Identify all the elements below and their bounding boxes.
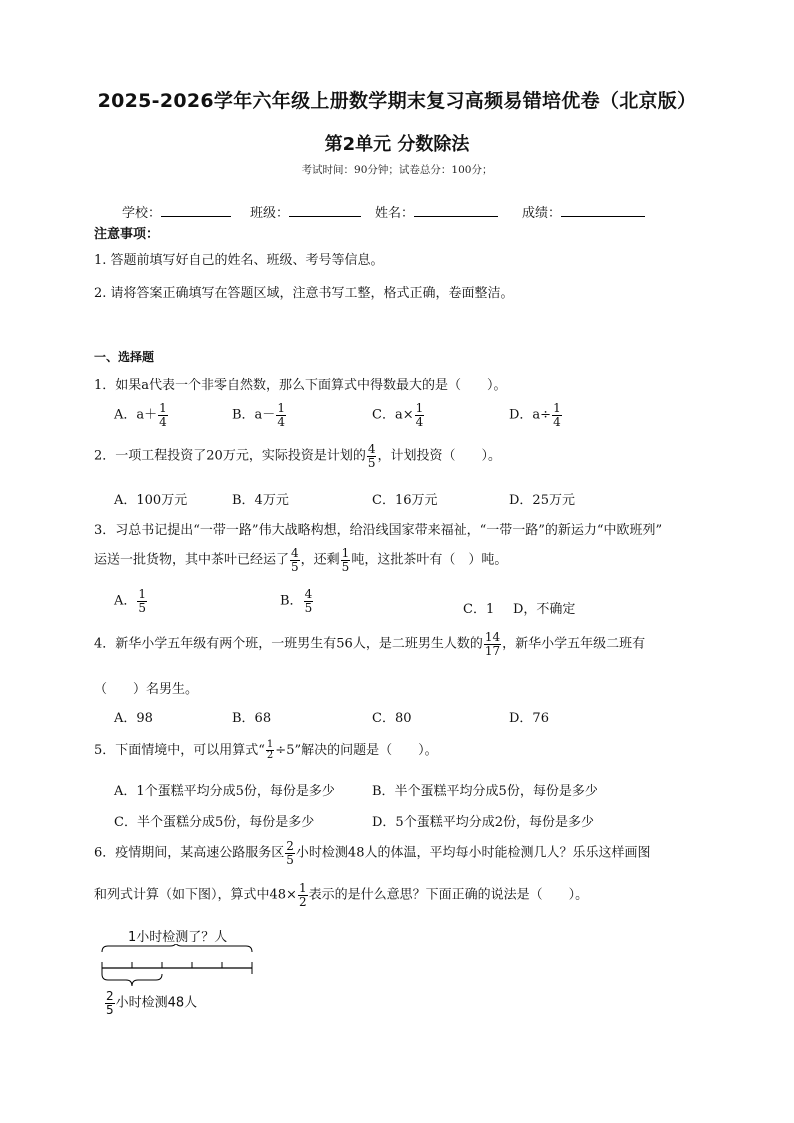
stem-text: 6．疫情期间，某高速公路服务区 bbox=[94, 845, 285, 861]
numerator: 2 bbox=[286, 839, 294, 853]
stem-text: 运送一批货物，其中茶叶已经运了 bbox=[94, 552, 290, 568]
fraction bbox=[105, 990, 115, 1016]
q1-option-a[interactable] bbox=[114, 402, 169, 428]
question-5-stem bbox=[94, 739, 438, 762]
stem-text: 4．新华小学五年级有两个班，一班男生有56人，是二班男生人数的 bbox=[94, 636, 483, 652]
score-blank[interactable] bbox=[561, 204, 645, 217]
fraction bbox=[552, 402, 562, 428]
stem-text: 2．一项工程投资了20万元，实际投资是计划的 bbox=[94, 448, 366, 464]
stem-text: 5．下面情境中，可以用算式“ bbox=[94, 743, 265, 758]
fraction bbox=[298, 882, 308, 908]
question-6-stem-line2 bbox=[94, 882, 588, 908]
diagram-label-text: 小时检测48人 bbox=[115, 995, 198, 1011]
denominator: 5 bbox=[341, 559, 350, 574]
option-text: D．a÷ bbox=[509, 407, 552, 423]
denominator: 4 bbox=[415, 414, 424, 429]
numerator: 1 bbox=[277, 401, 285, 415]
denominator: 4 bbox=[553, 414, 561, 429]
denominator: 4 bbox=[277, 414, 285, 429]
stem-text: ，还剩 bbox=[300, 552, 340, 568]
numerator: 4 bbox=[291, 546, 299, 560]
segment-diagram bbox=[96, 944, 258, 994]
fraction bbox=[266, 740, 274, 762]
school-label: 学校： bbox=[122, 206, 162, 221]
stem-text: 和列式计算（如下图），算式中48× bbox=[94, 887, 297, 903]
q5-option-c[interactable]: C．半个蛋糕分成5份，每份是多少 bbox=[114, 815, 315, 830]
numerator: 1 bbox=[298, 881, 307, 895]
name-blank[interactable] bbox=[414, 204, 498, 217]
denominator: 5 bbox=[286, 852, 294, 867]
q3-option-a[interactable] bbox=[114, 588, 148, 614]
score-field[interactable] bbox=[522, 202, 645, 221]
denominator: 5 bbox=[304, 600, 313, 615]
option-text: C．a× bbox=[372, 407, 414, 423]
fraction bbox=[415, 402, 425, 428]
class-label: 班级： bbox=[250, 206, 290, 221]
notes-heading: 注意事项： bbox=[94, 227, 160, 242]
question-2-stem bbox=[94, 443, 501, 469]
denominator: 4 bbox=[159, 414, 167, 429]
exam-info: 考试时间：90分钟；试卷总分：100分； bbox=[301, 164, 493, 176]
q2-option-a[interactable]: A．100万元 bbox=[114, 493, 188, 508]
question-3-stem-line1: 3．习总书记提出“一带一路”伟大战略构想，给沿线国家带来福祉，“一带一路”的新运力“中欧班列” bbox=[94, 523, 663, 538]
q1-option-b[interactable] bbox=[232, 402, 287, 428]
name-field[interactable] bbox=[375, 202, 498, 221]
option-text: B． bbox=[280, 593, 303, 609]
q1-option-d[interactable] bbox=[509, 402, 563, 428]
denominator: 2 bbox=[298, 894, 307, 909]
q2-option-d[interactable]: D．25万元 bbox=[509, 493, 575, 508]
denominator: 5 bbox=[106, 1002, 114, 1017]
school-blank[interactable] bbox=[161, 204, 231, 217]
q3-option-d[interactable]: D，不确定 bbox=[513, 602, 576, 617]
denominator: 17 bbox=[484, 643, 501, 658]
top-brace bbox=[102, 944, 252, 952]
q5-option-a[interactable]: A．1个蛋糕平均分成5份，每份是多少 bbox=[114, 784, 335, 799]
question-4-stem-line2: （ ）名男生。 bbox=[94, 682, 199, 697]
question-3-stem-line2 bbox=[94, 547, 507, 573]
denominator: 2 bbox=[266, 750, 274, 761]
denominator: 5 bbox=[367, 455, 376, 470]
stem-text: ，计划投资（ ）。 bbox=[377, 448, 501, 464]
question-6-stem-line1 bbox=[94, 840, 650, 866]
numerator: 2 bbox=[106, 989, 114, 1003]
score-label: 成绩： bbox=[522, 206, 562, 221]
fraction bbox=[484, 631, 501, 657]
q4-option-a[interactable]: A．98 bbox=[114, 711, 153, 726]
fraction bbox=[367, 443, 377, 469]
stem-text: 吨，这批茶叶有（ ）吨。 bbox=[351, 552, 508, 568]
fraction bbox=[158, 402, 168, 428]
stem-text: 表示的是什么意思？下面正确的说法是（ ）。 bbox=[308, 887, 589, 903]
fraction bbox=[276, 402, 286, 428]
q4-option-c[interactable]: C．80 bbox=[372, 711, 412, 726]
stem-text: ，新华小学五年级二班有 bbox=[502, 636, 646, 652]
fraction bbox=[285, 840, 295, 866]
numerator: 14 bbox=[484, 630, 501, 644]
diagram-top-label: 1小时检测了？人 bbox=[128, 930, 228, 945]
bottom-brace bbox=[102, 974, 162, 986]
note-item: 1. 答题前填写好自己的姓名、班级、考号等信息。 bbox=[94, 253, 384, 268]
question-4-stem-line1 bbox=[94, 631, 645, 657]
q2-option-c[interactable]: C．16万元 bbox=[372, 493, 438, 508]
stem-text: ÷5”解决的问题是（ ）。 bbox=[275, 743, 438, 758]
numerator: 1 bbox=[159, 401, 167, 415]
numerator: 1 bbox=[341, 546, 350, 560]
numerator: 1 bbox=[138, 587, 147, 601]
numerator: 1 bbox=[266, 738, 274, 750]
option-text: A．a＋ bbox=[114, 407, 158, 423]
section-heading: 一、选择题 bbox=[94, 350, 155, 364]
q3-option-c[interactable]: C．1 bbox=[463, 602, 495, 617]
option-text: B．a－ bbox=[232, 407, 276, 423]
q1-option-c[interactable] bbox=[372, 402, 425, 428]
fraction bbox=[137, 588, 147, 614]
denominator: 5 bbox=[138, 600, 147, 615]
unit-title: 第2单元 分数除法 bbox=[324, 134, 470, 155]
note-item: 2. 请将答案正确填写在答题区域，注意书写工整，格式正确，卷面整洁。 bbox=[94, 286, 514, 301]
q5-option-d[interactable]: D．5个蛋糕平均分成2份，每份是多少 bbox=[372, 815, 594, 830]
fraction bbox=[341, 547, 351, 573]
class-field[interactable] bbox=[250, 202, 361, 221]
page-title: 2025-2026学年六年级上册数学期末复习高频易错培优卷（北京版） bbox=[97, 90, 697, 112]
denominator: 5 bbox=[291, 559, 299, 574]
fraction bbox=[290, 547, 300, 573]
option-text: A． bbox=[114, 593, 137, 609]
q4-option-b[interactable]: B．68 bbox=[232, 711, 272, 726]
diagram-bottom-label bbox=[104, 990, 197, 1016]
fraction bbox=[304, 588, 314, 614]
q3-option-b[interactable] bbox=[280, 588, 314, 614]
class-blank[interactable] bbox=[289, 204, 361, 217]
numerator: 1 bbox=[553, 401, 561, 415]
numerator: 4 bbox=[304, 587, 313, 601]
stem-text: 小时检测48人的体温，平均每小时能检测几人？乐乐这样画图 bbox=[295, 845, 651, 861]
q4-option-d[interactable]: D．76 bbox=[509, 711, 549, 726]
numerator: 4 bbox=[367, 442, 376, 456]
q2-option-b[interactable]: B．4万元 bbox=[232, 493, 289, 508]
numerator: 1 bbox=[415, 401, 424, 415]
name-label: 姓名： bbox=[375, 206, 415, 221]
q5-option-b[interactable]: B．半个蛋糕平均分成5份，每份是多少 bbox=[372, 784, 598, 799]
school-field[interactable] bbox=[122, 202, 231, 221]
question-1-stem: 1．如果a代表一个非零自然数，那么下面算式中得数最大的是（ ）。 bbox=[94, 378, 507, 393]
